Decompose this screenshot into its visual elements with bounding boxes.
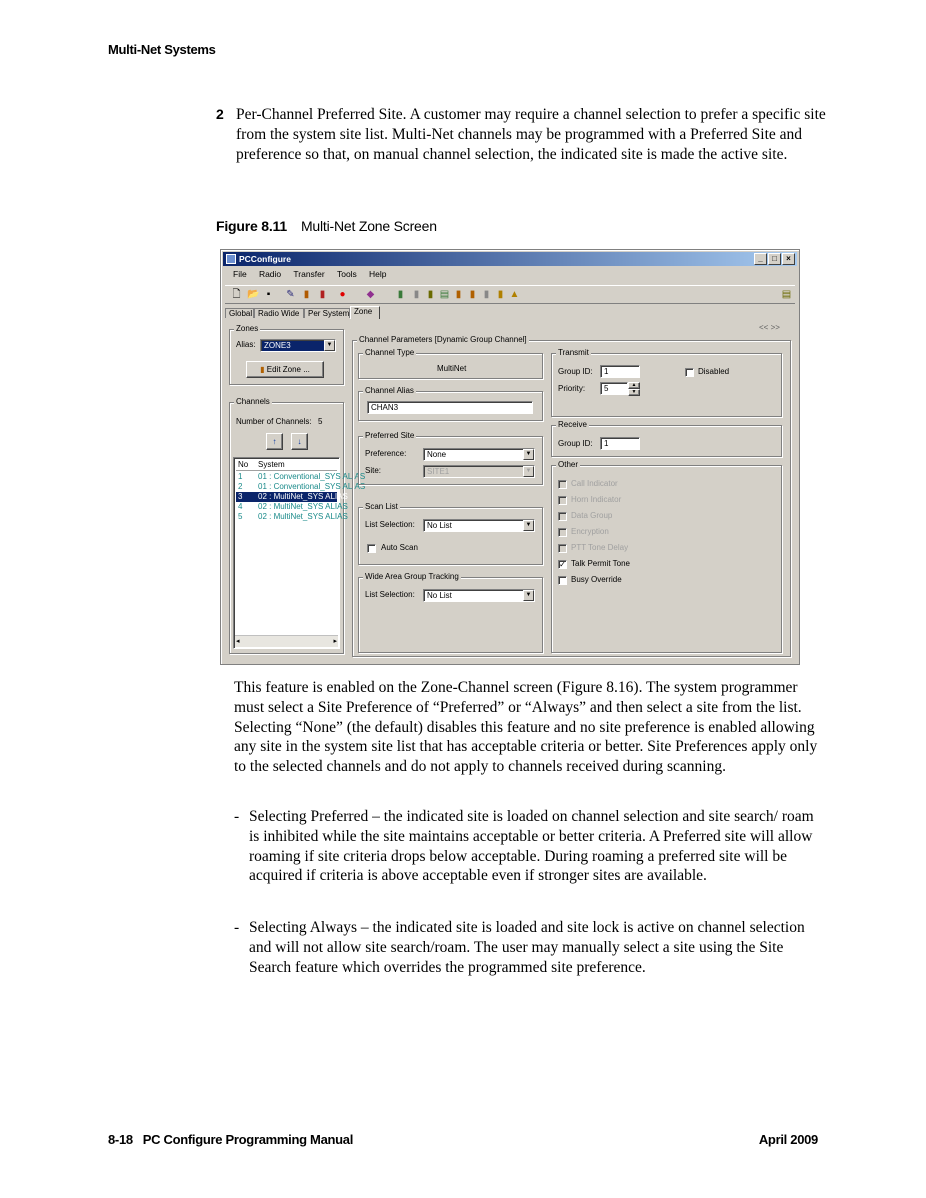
receive-group [551, 420, 782, 457]
preferred-site-label: Preferred Site [365, 431, 415, 440]
priority-down-button[interactable] [628, 389, 640, 396]
transmit-group-id-input[interactable]: 1 [600, 365, 640, 378]
wide-list-selection-label: List Selection: [365, 590, 415, 599]
tool-10-icon[interactable]: ▤ [781, 289, 792, 300]
priority-input[interactable]: 5 [600, 382, 628, 395]
chevron-down-icon[interactable]: ▼ [523, 466, 534, 477]
channel-row[interactable]: 4 02 : MultiNet_SYS ALIAS [238, 502, 348, 511]
app-icon [226, 254, 236, 264]
disabled-label: Disabled [698, 367, 730, 376]
tab-per-system[interactable]: Per System [304, 308, 350, 318]
data-group-label: Data Group [571, 511, 613, 520]
item-number: 2 [216, 106, 224, 122]
bullet-always [234, 918, 824, 978]
bullet-preferred [234, 807, 824, 907]
receive-group-id-label: Group ID: [558, 439, 593, 448]
book-icon[interactable]: ◆ [366, 289, 375, 300]
channel-row[interactable]: 2 01 : Conventional_SYS ALIAS [238, 482, 366, 491]
receive-group-id-input[interactable]: 1 [600, 437, 640, 450]
scan-list-selection-label: List Selection: [365, 520, 415, 529]
channel-alias-label: Channel Alias [365, 386, 414, 395]
wide-list-combo[interactable] [423, 589, 535, 602]
scroll-right-icon[interactable]: ▸ [333, 638, 337, 645]
tool-1-icon[interactable]: ▮ [397, 289, 404, 300]
title-bar [223, 252, 797, 266]
talk-permit-tone-label: Talk Permit Tone [571, 559, 630, 568]
busy-override-checkbox[interactable] [558, 576, 567, 585]
transmit-label: Transmit [558, 348, 589, 357]
radio-write-icon[interactable]: ▮ [303, 289, 310, 300]
move-down-button[interactable] [291, 433, 308, 450]
wide-area-label: Wide Area Group Tracking [365, 572, 459, 581]
zones-group-label: Zones [236, 324, 259, 333]
item-text: Per-Channel Preferred Site. A customer may require a channel selection to prefer a specific site from the system site list. Multi-Net channels may be programmed with a Preferred Site and preference so that, on manual channel selection, the indicated site is made the active site. [236, 106, 826, 163]
tool-4-icon[interactable]: ▤ [439, 289, 450, 300]
other-group [551, 460, 782, 653]
priority-up-button[interactable] [628, 382, 640, 389]
zones-group [229, 324, 344, 385]
channel-parameters-label: Channel Parameters [Dynamic Group Channel] [359, 335, 527, 344]
priority-label: Priority: [558, 384, 586, 393]
open-folder-icon[interactable]: 📂 [247, 289, 260, 300]
receive-label: Receive [558, 420, 587, 429]
manual-title: PC Configure Programming Manual [142, 1132, 354, 1147]
encryption-label: Encryption [571, 527, 609, 536]
page-number: 8-18 [108, 1132, 133, 1147]
nav-arrows[interactable]: << >> [759, 323, 780, 332]
channel-row-selected[interactable]: 3 02 : MultiNet_SYS ALIAS [238, 492, 348, 501]
scan-list-value: No List [427, 521, 452, 530]
zone-alias-label: Alias: [236, 340, 256, 349]
spin-up-icon: ▲ [631, 382, 637, 388]
channel-parameters-group [352, 335, 791, 657]
menu-bar [223, 269, 387, 281]
chevron-down-icon[interactable]: ▼ [324, 340, 335, 351]
close-icon[interactable]: × [782, 253, 795, 265]
channel-count-value: 5 [318, 417, 323, 426]
preferred-site-group [358, 431, 543, 485]
channel-row[interactable]: 5 02 : MultiNet_SYS ALIAS [238, 512, 348, 521]
site-value: SITE1 [427, 467, 450, 476]
footer-date: April 2009 [758, 1132, 818, 1147]
chevron-down-icon[interactable]: ▼ [523, 590, 534, 601]
bullet-text: Selecting Preferred – the indicated site is loaded on channel selection and site search/ roam is inhibited while the site maintains acceptable or better criteria. A Preferred site will allow roaming if site criteria drops below acceptable. During roaming a preferred site will be acquired if criteria is above acceptable even if stronger sites are available. [249, 808, 814, 885]
menu-file[interactable]: File [233, 269, 247, 279]
transmit-group [551, 348, 782, 417]
save-icon[interactable]: ▪ [266, 289, 271, 300]
scan-list-label: Scan List [365, 502, 398, 511]
figure-number: Figure 8.11 [216, 218, 287, 234]
tool-5-icon[interactable]: ▮ [455, 289, 462, 300]
edit-zone-label: Edit Zone ... [266, 365, 310, 374]
stop-icon[interactable]: ● [339, 289, 346, 300]
footer-left [108, 1132, 353, 1147]
minimize-icon[interactable]: _ [754, 253, 767, 265]
channel-list[interactable] [233, 457, 366, 649]
call-indicator-label: Call Indicator [571, 479, 618, 488]
channels-group-label: Channels [236, 397, 270, 406]
preference-combo[interactable] [423, 448, 535, 461]
tool-3-icon[interactable]: ▮ [427, 289, 434, 300]
running-header: Multi-Net Systems [108, 42, 216, 57]
pcconfigure-window [220, 249, 800, 665]
tool-2-icon[interactable]: ▮ [413, 289, 420, 300]
ptt-tone-delay-label: PTT Tone Delay [571, 543, 629, 552]
zone-alias-value: ZONE3 [264, 341, 291, 350]
horn-indicator-label: Horn Indicator [571, 495, 622, 504]
menu-radio[interactable]: Radio [258, 269, 282, 279]
scan-list-combo[interactable] [423, 519, 535, 532]
preference-value: None [427, 450, 447, 459]
tab-radio-wide[interactable]: Radio Wide [254, 308, 304, 318]
spin-down-icon: ▼ [631, 389, 637, 395]
auto-scan-label: Auto Scan [381, 543, 418, 552]
figure-caption [216, 218, 437, 234]
transmit-group-id-label: Group ID: [558, 367, 593, 376]
toolbar [225, 285, 795, 304]
site-label: Site: [365, 466, 382, 475]
talk-permit-tone-checkbox[interactable] [558, 560, 567, 569]
bullet-text: Selecting Always – the indicated site is loaded and site lock is active on channel selection and will not allow site search/roam. The user may manually select a site using the Site Search feature which overrides the programmed site preference. [249, 919, 805, 976]
ptt-tone-delay-checkbox[interactable] [558, 544, 567, 553]
chevron-down-icon[interactable]: ▼ [523, 449, 534, 460]
chevron-down-icon[interactable]: ▼ [523, 520, 534, 531]
call-indicator-checkbox[interactable] [558, 480, 567, 489]
channel-type-group [358, 348, 543, 379]
channel-type-label: Channel Type [365, 348, 415, 357]
zone-alias-combo[interactable] [260, 339, 336, 352]
window-title: PCConfigure [239, 254, 291, 264]
horn-indicator-checkbox[interactable] [558, 496, 567, 505]
arrow-up-icon: ↑ [272, 437, 277, 446]
bullet-dash: - [234, 919, 240, 936]
checkmark-icon: ✓ [559, 560, 566, 569]
move-up-button[interactable] [266, 433, 283, 450]
figure-title: Multi-Net Zone Screen [300, 218, 437, 234]
scan-list-group [358, 502, 543, 565]
menu-tools[interactable]: Tools [336, 269, 357, 279]
arrow-down-icon: ↓ [297, 437, 302, 446]
horizontal-scrollbar[interactable] [235, 635, 338, 647]
channel-count-label: Number of Channels: [236, 417, 312, 426]
col-system-header: System [258, 460, 285, 469]
menu-transfer[interactable]: Transfer [293, 269, 325, 279]
data-group-checkbox[interactable] [558, 512, 567, 521]
col-no-header: No [238, 460, 249, 469]
channel-alias-group [358, 386, 543, 421]
tab-zone[interactable]: Zone [350, 306, 380, 319]
body-paragraph: This feature is enabled on the Zone-Channel screen (Figure 8.16). The system programmer must select a Site Preference of “Preferred” or “Always” and then select a site from the list. Selecting “None” (the default) disables this feature and no site preference is enabled allowing any site in the system site list that has acceptable criteria or better. Site Preferences apply only to the selected channels and do not apply to channels received during scanning. [234, 679, 818, 776]
site-combo[interactable] [423, 465, 535, 478]
radio-read-icon[interactable]: ✎ [286, 289, 295, 300]
channel-type-value: MultiNet [437, 364, 467, 373]
edit-zone-button[interactable] [246, 361, 324, 378]
tool-6-icon[interactable]: ▮ [469, 289, 476, 300]
menu-help[interactable]: Help [369, 269, 387, 279]
wide-area-group [358, 572, 543, 653]
disabled-checkbox[interactable] [685, 368, 694, 377]
maximize-icon[interactable]: □ [768, 253, 781, 265]
radio-clone-icon[interactable]: ▮ [319, 289, 326, 300]
busy-override-label: Busy Override [571, 575, 622, 584]
scroll-left-icon[interactable]: ◂ [236, 638, 240, 645]
auto-scan-checkbox[interactable] [367, 544, 376, 553]
tool-7-icon[interactable]: ▮ [483, 289, 490, 300]
tab-global[interactable]: Global [225, 308, 254, 318]
bullet-dash: - [234, 808, 240, 825]
wide-list-value: No List [427, 591, 452, 600]
tool-9-icon[interactable]: ▲ [509, 289, 520, 300]
encryption-checkbox[interactable] [558, 528, 567, 537]
channels-group [229, 397, 366, 654]
preference-label: Preference: [365, 449, 407, 458]
new-file-icon[interactable]: 🗋 [232, 289, 241, 300]
other-label: Other [558, 460, 579, 469]
channel-alias-input[interactable]: CHAN3 [367, 401, 533, 414]
channel-row[interactable]: 1 01 : Conventional_SYS ALIAS [238, 472, 366, 481]
tool-8-icon[interactable]: ▮ [497, 289, 504, 300]
zone-icon: ▮ [260, 365, 265, 374]
